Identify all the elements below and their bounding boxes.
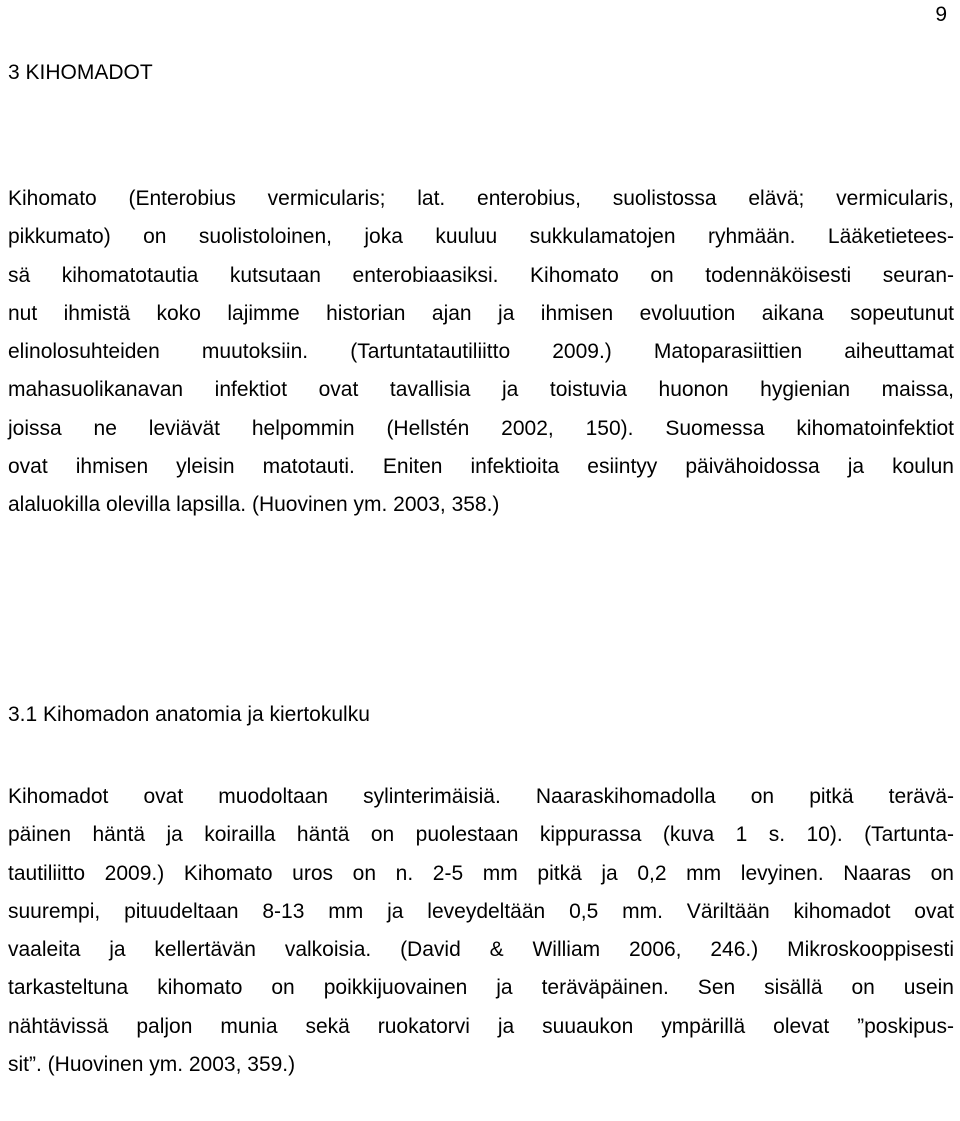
paragraph-line: päinen häntä ja koirailla häntä on puolestaan kippurassa (kuva 1 s. 10). (Tartunta- (8, 823, 954, 847)
paragraph-line: mahasuolikanavan infektiot ovat tavallisia ja toistuvia huonon hygienian maissa, (8, 378, 954, 402)
paragraph-line: vaaleita ja kellertävän valkoisia. (David & William 2006, 246.) Mikroskooppisesti (8, 938, 954, 962)
paragraph-line: suurempi, pituudeltaan 8-13 mm ja leveydeltään 0,5 mm. Väriltään kihomadot ovat (8, 899, 954, 923)
paragraph-line: joissa ne leviävät helpommin (Hellstén 2002, 150). Suomessa kihomatoinfektiot (8, 416, 954, 440)
page-number: 9 (935, 3, 947, 26)
paragraph-line: nähtävissä paljon munia sekä ruokatorvi ja suuaukon ympärillä olevat ”poskipus- (8, 1014, 954, 1038)
paragraph-line: tautiliitto 2009.) Kihomato uros on n. 2-5 mm pitkä ja 0,2 mm levyinen. Naaras on (8, 861, 954, 885)
paragraph-line: nut ihmistä koko lajimme historian ajan ja ihmisen evoluution aikana sopeutunut (8, 301, 954, 325)
paragraph-line: ovat ihmisen yleisin matotauti. Eniten infektioita esiintyy päivähoidossa ja koulun (8, 455, 954, 479)
paragraph-line: alaluokilla olevilla lapsilla. (Huovinen ym. 2003, 358.) (8, 493, 500, 517)
paragraph-line: sä kihomatotautia kutsutaan enterobiaasiksi. Kihomato on todennäköisesti seuran- (8, 263, 954, 287)
paragraph-line: tarkasteltuna kihomato on poikkijuovainen ja teräväpäinen. Sen sisällä on usein (8, 976, 954, 1000)
paragraph-line: sit”. (Huovinen ym. 2003, 359.) (8, 1053, 296, 1077)
paragraph-line: pikkumato) on suolistoloinen, joka kuuluu sukkulamatojen ryhmään. Lääketietees- (8, 225, 954, 249)
subsection-heading: 3.1 Kihomadon anatomia ja kiertokulku (8, 703, 370, 726)
section-paragraph (8, 180, 954, 525)
subsection-paragraph (8, 778, 954, 1084)
paragraph-line: Kihomadot ovat muodoltaan sylinterimäisiä. Naaraskihomadolla on pitkä terävä- (8, 785, 954, 808)
section-heading: 3 KIHOMADOT (8, 61, 153, 84)
paragraph-line: elinolosuhteiden muutoksiin. (Tartuntatautiliitto 2009.) Matoparasiittien aiheuttamat (8, 340, 954, 364)
paragraph-line: Kihomato (Enterobius vermicularis; lat. enterobius, suolistossa elävä; vermicularis, (8, 187, 954, 210)
